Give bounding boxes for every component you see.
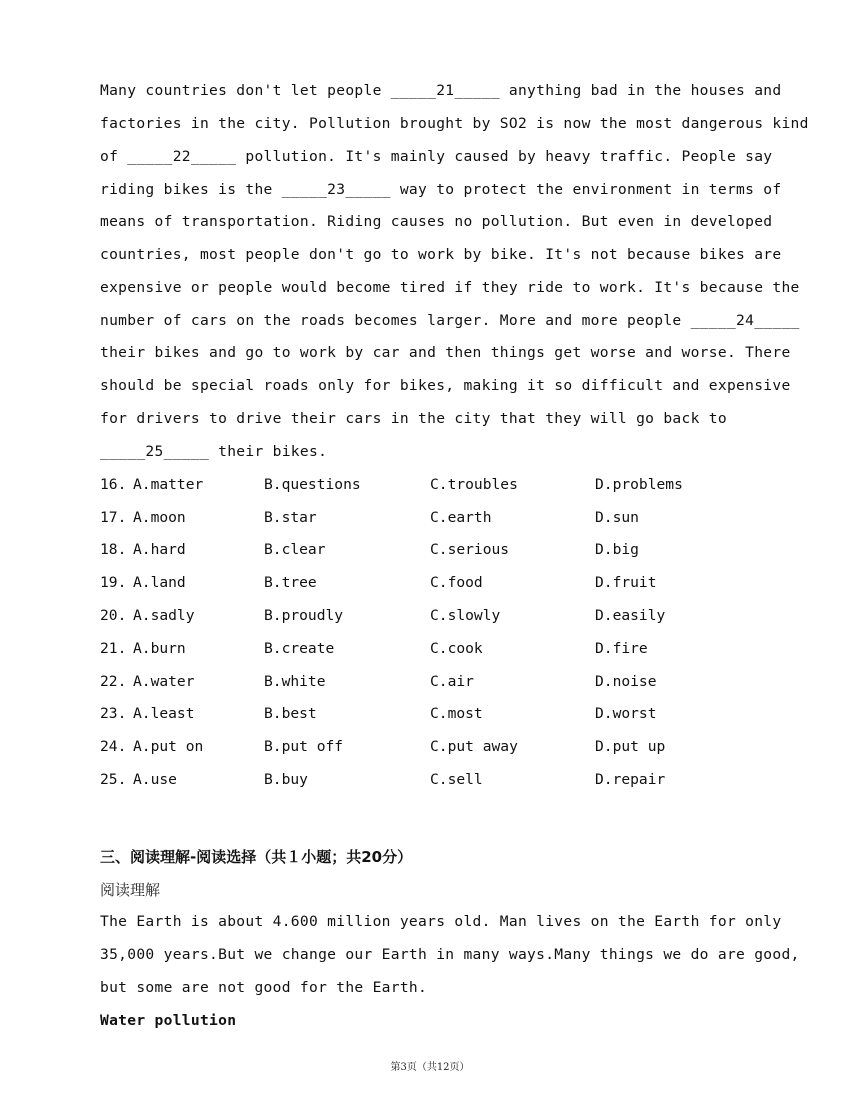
option-a: A.hard [133,541,186,558]
option-b: B.questions [264,476,361,493]
option-d: D.easily [595,607,666,624]
section-title: 三、阅读理解-阅读选择（共１小题；共20分） [100,848,413,866]
option-c: C.slowly [430,607,501,624]
question-number: 23. [100,705,127,722]
option-d: D.repair [595,771,666,788]
passage-line: of _____22_____ pollution. It's mainly caused by heavy traffic. People say [100,148,773,165]
option-d: D.sun [595,509,639,526]
option-a: A.matter [133,476,204,493]
passage-line: riding bikes is the _____23_____ way to protect the environment in terms of [100,181,782,198]
option-b: B.clear [264,541,326,558]
option-b: B.tree [264,574,317,591]
option-d: D.fruit [595,574,657,591]
page-footer: 第3页（共12页） [390,1062,470,1073]
reading-heading: Water pollution [100,1012,237,1029]
passage-line: means of transportation. Riding causes no pollution. But even in developed [100,213,773,230]
option-a: A.moon [133,509,186,526]
option-c: C.serious [430,541,510,558]
option-d: D.big [595,541,639,558]
option-a: A.water [133,673,195,690]
option-b: B.buy [264,771,308,788]
question-number: 18. [100,541,127,558]
option-b: B.create [264,640,335,657]
passage-line: _____25_____ their bikes. [100,443,328,460]
question-number: 17. [100,509,127,526]
option-a: A.use [133,771,177,788]
option-d: D.problems [595,476,683,493]
option-a: A.land [133,574,186,591]
option-d: D.noise [595,673,657,690]
option-c: C.air [430,673,474,690]
passage-line: countries, most people don't go to work by bike. It's not because bikes are [100,246,782,263]
option-a: A.burn [133,640,186,657]
question-number: 24. [100,738,127,755]
option-c: C.sell [430,771,483,788]
option-b: B.best [264,705,317,722]
reading-line: The Earth is about 4.600 million years old. Man lives on the Earth for only [100,913,782,930]
option-c: C.earth [430,509,492,526]
passage-line: their bikes and go to work by car and then things get worse and worse. There [100,344,791,361]
option-a: A.put on [133,738,204,755]
option-c: C.cook [430,640,483,657]
option-c: C.troubles [430,476,518,493]
passage-line: Many countries don't let people _____21_____ anything bad in the houses and [100,82,782,99]
option-c: C.food [430,574,483,591]
passage-line: factories in the city. Pollution brought by SO2 is now the most dangerous kind [100,115,809,132]
passage-line: expensive or people would become tired if they ride to work. It's because the [100,279,800,296]
option-c: C.most [430,705,483,722]
question-number: 22. [100,673,127,690]
question-number: 21. [100,640,127,657]
passage-line: number of cars on the roads becomes larger. More and more people _____24_____ [100,312,800,329]
reading-line: 35,000 years.But we change our Earth in many ways.Many things we do are good, [100,946,800,963]
option-a: A.least [133,705,195,722]
reading-line: but some are not good for the Earth. [100,979,428,996]
question-number: 25. [100,771,127,788]
option-d: D.put up [595,738,666,755]
option-a: A.sadly [133,607,195,624]
passage-line: should be special roads only for bikes, making it so difficult and expensive [100,377,791,394]
option-b: B.star [264,509,317,526]
option-d: D.worst [595,705,657,722]
option-b: B.put off [264,738,344,755]
question-number: 19. [100,574,127,591]
option-b: B.proudly [264,607,344,624]
option-c: C.put away [430,738,518,755]
question-number: 20. [100,607,127,624]
question-number: 16. [100,476,127,493]
option-d: D.fire [595,640,648,657]
section-subtitle: 阅读理解 [100,881,161,899]
option-b: B.white [264,673,326,690]
passage-line: for drivers to drive their cars in the city that they will go back to [100,410,727,427]
